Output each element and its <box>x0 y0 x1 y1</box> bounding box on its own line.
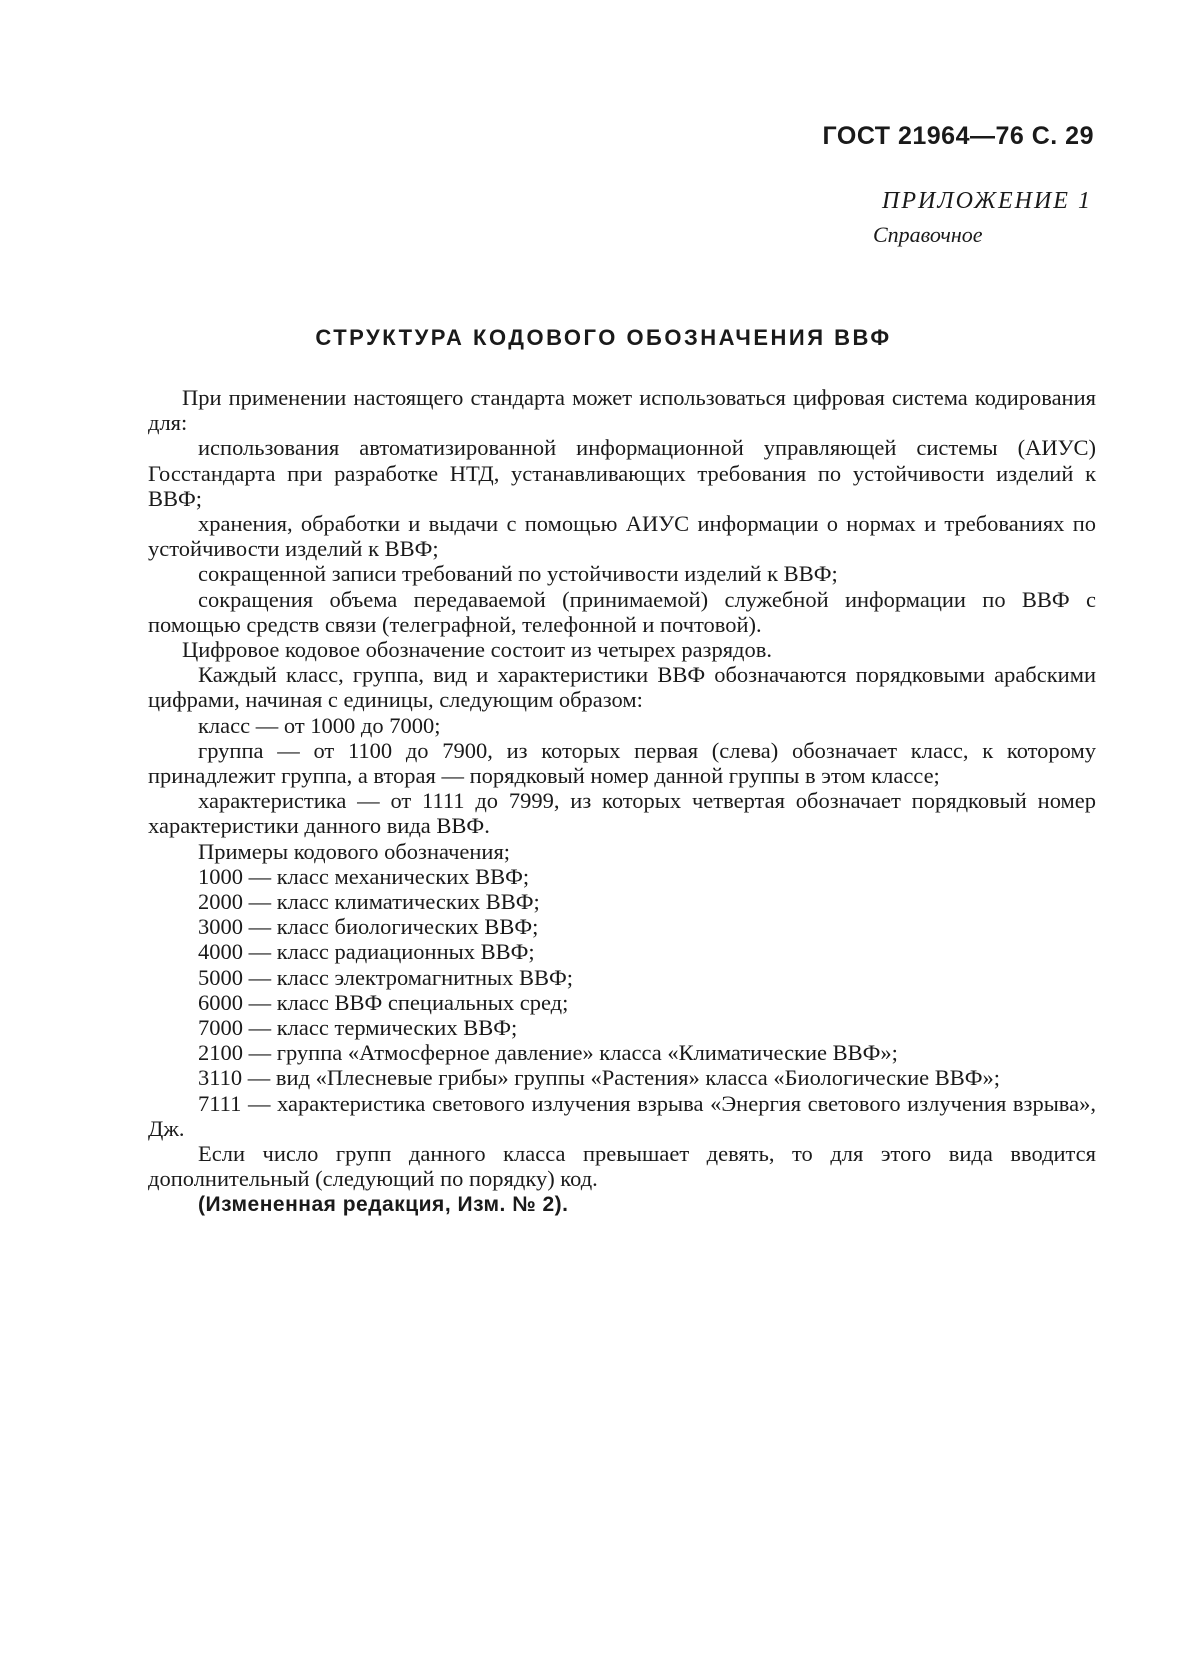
example-item: 3110 — вид «Плесневые грибы» группы «Растения» класса «Биологические ВВФ»; <box>198 1065 1001 1091</box>
example-item: 7000 — класс термических ВВФ; <box>198 1015 518 1041</box>
closing-paragraph: Если число групп данного класса превышает девять, то для этого вида вводится дополнительный (следующий по порядку) код. <box>148 1141 1096 1192</box>
appendix-type: Справочное <box>873 222 983 247</box>
purpose-item: хранения, обработки и выдачи с помощью АИУС информации о нормах и требованиях по устойчивости изделий к ВВФ; <box>148 511 1096 562</box>
range-item: группа — от 1100 до 7900, из которых первая (слева) обозначает класс, к которому принадлежит группа, а вторая — порядковый номер данной группы в этом классе; <box>148 737 1096 789</box>
example-item: 3000 — класс биологических ВВФ; <box>198 914 539 940</box>
example-item: 2000 — класс климатических ВВФ; <box>198 889 540 915</box>
example-item: 1000 — класс механических ВВФ; <box>198 863 530 889</box>
purpose-item: сокращенной записи требований по устойчивости изделий к ВВФ; <box>198 561 838 587</box>
intro-paragraph: При применении настоящего стандарта может использоваться цифровая система кодирования для: <box>148 385 1096 436</box>
standard-header: ГОСТ 21964—76 С. 29 <box>822 122 1094 150</box>
appendix-label: ПРИЛОЖЕНИЕ 1 <box>882 188 1092 214</box>
body-paragraph: Цифровое кодовое обозначение состоит из четырех разрядов. <box>182 637 772 663</box>
edition-note: (Измененная редакция, Изм. № 2). <box>198 1192 569 1216</box>
purpose-item: сокращения объема передаваемой (принимаемой) служебной информации по ВВФ с помощью средств связи (телеграфной, телефонной и почтовой). <box>148 586 1096 637</box>
example-item: 2100 — группа «Атмосферное давление» класса «Климатические ВВФ»; <box>198 1040 898 1066</box>
example-item: 5000 — класс электромагнитных ВВФ; <box>198 964 574 990</box>
body-paragraph: Каждый класс, группа, вид и характеристики ВВФ обозначаются порядковыми арабскими цифрами, начиная с единицы, следующим образом: <box>148 662 1096 713</box>
document-body <box>148 385 1096 1217</box>
example-item: 6000 — класс ВВФ специальных сред; <box>198 989 569 1015</box>
range-item: характеристика — от 1111 до 7999, из которых четвертая обозначает порядковый номер характеристики данного вида ВВФ. <box>148 788 1096 839</box>
example-item: 7111 — характеристика светового излучения взрыва «Энергия светового излучения взрыва», Дж. <box>148 1090 1096 1141</box>
example-item: 4000 — класс радиационных ВВФ; <box>198 939 535 965</box>
purpose-item: использования автоматизированной информационной управляющей системы (АИУС) Госстандарта при разработке НТД, устанавливающих требования по устойчивости изделий к ВВФ; <box>148 435 1096 511</box>
page-title: СТРУКТУРА КОДОВОГО ОБОЗНАЧЕНИЯ ВВФ <box>315 325 892 350</box>
range-item: класс — от 1000 до 7000; <box>198 712 441 738</box>
examples-heading: Примеры кодового обозначения; <box>198 838 511 864</box>
